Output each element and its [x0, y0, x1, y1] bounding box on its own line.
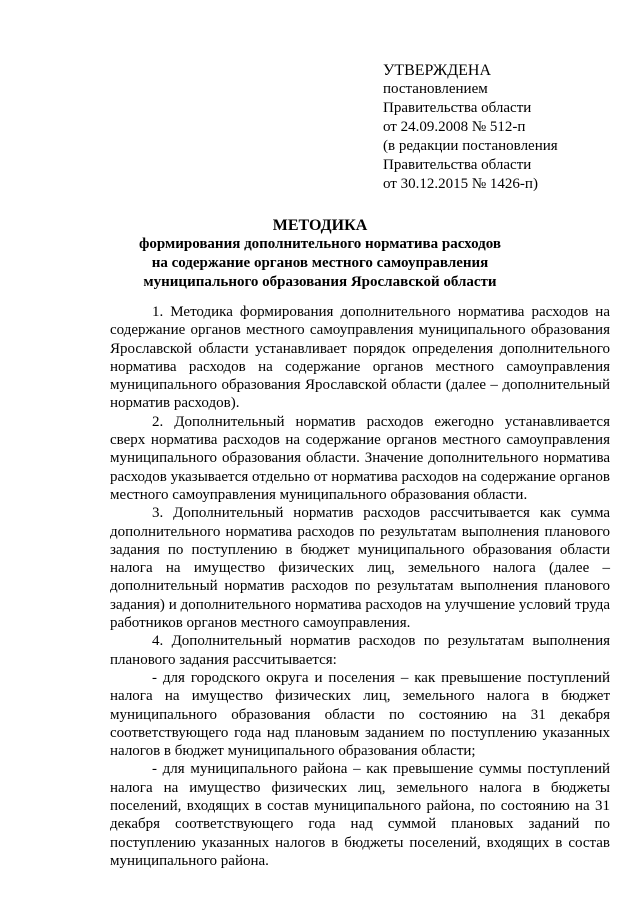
approval-line: постановлением — [383, 81, 488, 97]
approval-line: от 30.12.2015 № 1426-п) — [383, 176, 538, 192]
approval-line: (в редакции постановления — [383, 138, 558, 154]
approval-heading: УТВЕРЖДЕНА — [383, 62, 492, 79]
document-title — [110, 216, 530, 292]
title-line: муниципального образования Ярославской области — [143, 274, 497, 290]
title-line: формирования дополнительного норматива расходов — [139, 236, 501, 252]
title-line: на содержание органов местного самоуправления — [151, 255, 489, 271]
paragraph-3: 3. Дополнительный норматив расходов рассчитывается как сумма дополнительного норматива расходов по результатам выполнения планового задания по поступлению в бюджет муниципального образования области налога на имущество физических лиц, земельного налога (далее – дополнительный норматив расходов по результатам выполнения планового задания) и дополнительного норматива расходов на улучшение условий труда работников органов местного самоуправления. — [110, 505, 610, 632]
approval-stamp — [383, 61, 633, 194]
paragraph-4-item-district: - для муниципального района – как превышение суммы поступлений налога на имущество физических лиц, земельного налога в бюджеты поселений, входящих в состав муниципального района, по состоянию на 31 декабря соответствующего года над суммой плановых заданий по поступлению указанных налогов в бюджеты поселений, входящих в состав муниципального района. — [110, 761, 610, 869]
paragraph-1: 1. Методика формирования дополнительного норматива расходов на содержание органов местного самоуправления муниципального образования Ярославской области устанавливает порядок определения дополнительного норматива расходов на содержание органов местного самоуправления муниципального образования Ярославской области (далее – дополнительный норматив расходов). — [110, 304, 610, 412]
title-main: МЕТОДИКА — [272, 217, 368, 234]
approval-line: Правительства области — [383, 157, 532, 173]
document-body — [110, 303, 610, 870]
paragraph-2: 2. Дополнительный норматив расходов ежегодно устанавливается сверх норматива расходов на содержание органов местного самоуправления муниципального образования области. Значение дополнительного норматива расходов указывается отдельно от норматива расходов на содержание органов местного самоуправления муниципального образования области. — [110, 413, 610, 503]
paragraph-4-item-city: - для городского округа и поселения – как превышение поступлений налога на имущество физических лиц, земельного налога в бюджет муниципального образования области по состоянию на 31 декабря соответствующего года над плановым заданием по поступлению указанных налогов в бюджет муниципального образования области; — [110, 669, 610, 760]
approval-line: Правительства области — [383, 100, 532, 116]
approval-line: от 24.09.2008 № 512-п — [383, 119, 526, 135]
paragraph-4: 4. Дополнительный норматив расходов по результатам выполнения планового задания рассчитывается: — [110, 633, 610, 668]
